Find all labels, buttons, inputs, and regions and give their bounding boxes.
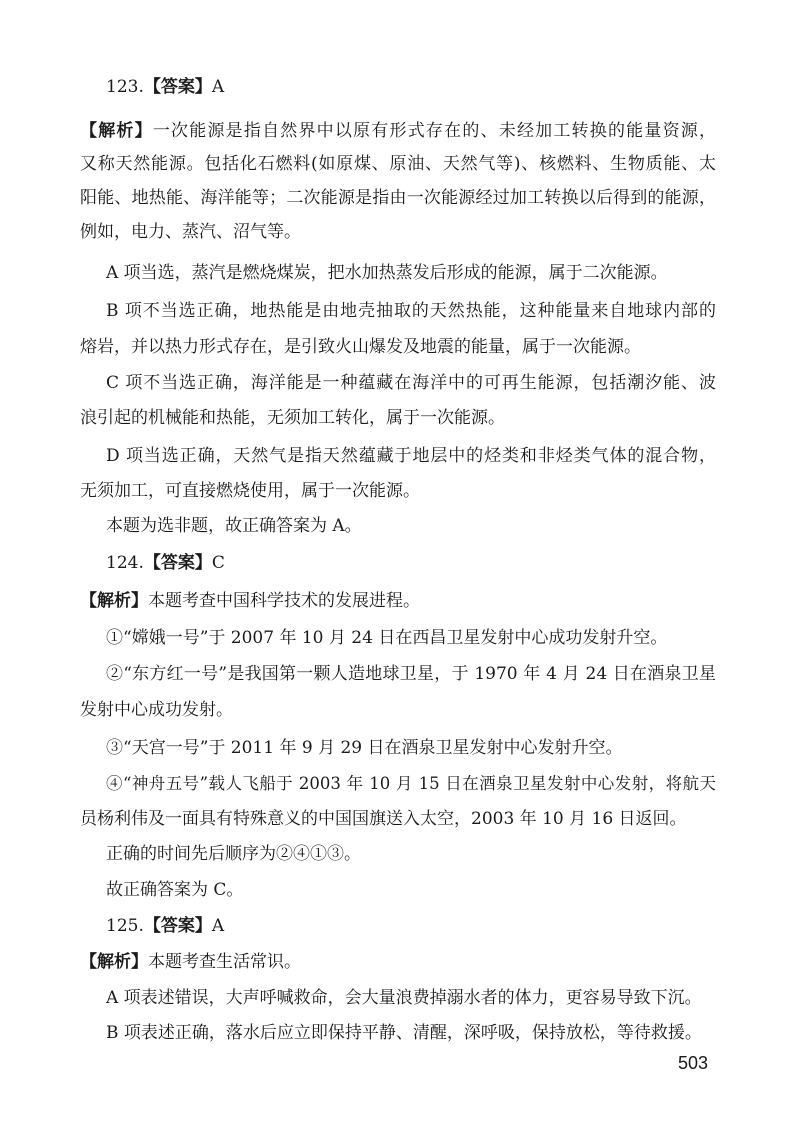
q123-analysis-text-1: 一次能源是指自然界中以原有形式存在的、未经加工转换的能量资源，	[152, 121, 716, 141]
q125-option-a: A 项表述错误，大声呼喊救命，会大量浪费掉溺水者的体力，更容易导致下沉。	[106, 988, 702, 1008]
q124-answer: C	[211, 553, 225, 573]
q124-item-4-line-2: 员杨利伟及一面具有特殊意义的中国国旗送入太空，2003 年 10 月 16 日返回。	[80, 809, 687, 829]
q123-analysis-line-2: 又称天然能源。包括化石燃料(如原煤、原油、天然气等)、核燃料、生物质能、太	[80, 154, 716, 174]
q125-number: 125.	[106, 916, 144, 936]
q124-conclusion: 故正确答案为 C。	[106, 880, 244, 900]
q125-analysis-intro: 本题考查生活常识。	[148, 952, 301, 972]
q125-analysis-line	[80, 951, 716, 973]
q123-option-d-line-1: D 项当选正确，天然气是指天然蕴藏于地层中的烃类和非烃类气体的混合物，	[106, 446, 716, 466]
q123-option-c-line-1: C 项不当选正确，海洋能是一种蕴藏在海洋中的可再生能源，包括潮汐能、波	[106, 373, 716, 393]
q123-option-c-line-2: 浪引起的机械能和热能，无须加工转化，属于一次能源。	[80, 408, 505, 428]
q123-number: 123.	[106, 77, 144, 97]
q123-option-d-line-2: 无须加工，可直接燃烧使用，属于一次能源。	[80, 481, 420, 501]
q124-analysis-intro: 本题考查中国科学技术的发展进程。	[148, 591, 420, 611]
q123-analysis-tag: 【解析】	[80, 121, 153, 141]
q124-analysis-line	[80, 590, 716, 612]
q123-analysis-line-3: 阳能、地热能、海洋能等；二次能源是指由一次能源经过加工转换以后得到的能源，	[80, 188, 716, 208]
q124-order: 正确的时间先后顺序为②④①③。	[106, 844, 361, 864]
q125-analysis-tag: 【解析】	[80, 952, 148, 972]
q123-answer-line	[106, 76, 716, 98]
q124-answer-tag: 【答案】	[143, 553, 212, 573]
q125-answer-tag: 【答案】	[143, 916, 212, 936]
q124-item-2-line-2: 发射中心成功发射。	[80, 700, 233, 720]
q123-option-b-line-2: 熔岩，并以热力形式存在，是引致火山爆发及地震的能量，属于一次能源。	[80, 337, 641, 357]
q124-item-1: ①“嫦娥一号”于 2007 年 10 月 24 日在西昌卫星发射中心成功发射升空。	[106, 628, 668, 648]
q123-conclusion: 本题为选非题，故正确答案为 A。	[106, 516, 362, 536]
q125-option-b: B 项表述正确，落水后应立即保持平静、清醒，深呼吸，保持放松，等待救援。	[106, 1023, 702, 1043]
q124-number: 124.	[106, 553, 144, 573]
q123-option-b-line-1: B 项不当选正确，地热能是由地壳抽取的天然热能，这种能量来自地球内部的	[106, 301, 716, 321]
q123-answer-tag: 【答案】	[143, 77, 212, 97]
q124-item-3: ③“天宫一号”于 2011 年 9 月 29 日在酒泉卫星发射中心发射升空。	[106, 738, 623, 758]
q124-item-4-line-1: ④“神舟五号”载人飞船于 2003 年 10 月 15 日在酒泉卫星发射中心发射，将航天	[106, 774, 716, 793]
q125-answer: A	[211, 916, 225, 936]
q123-analysis-line-4: 例如，电力、蒸汽、沼气等。	[80, 222, 301, 242]
q123-answer: A	[211, 77, 225, 97]
page-number: 503	[677, 1053, 708, 1073]
q123-analysis-line-1	[80, 120, 716, 142]
q124-item-2-line-1: ②“东方红一号”是我国第一颗人造地球卫星，于 1970 年 4 月 24 日在酒泉卫星	[106, 664, 716, 684]
q123-option-a: A 项当选，蒸汽是燃烧煤炭，把水加热蒸发后形成的能源，属于二次能源。	[106, 263, 668, 283]
q125-answer-line	[106, 915, 716, 937]
q124-analysis-tag: 【解析】	[80, 591, 148, 611]
q124-answer-line	[106, 552, 716, 574]
